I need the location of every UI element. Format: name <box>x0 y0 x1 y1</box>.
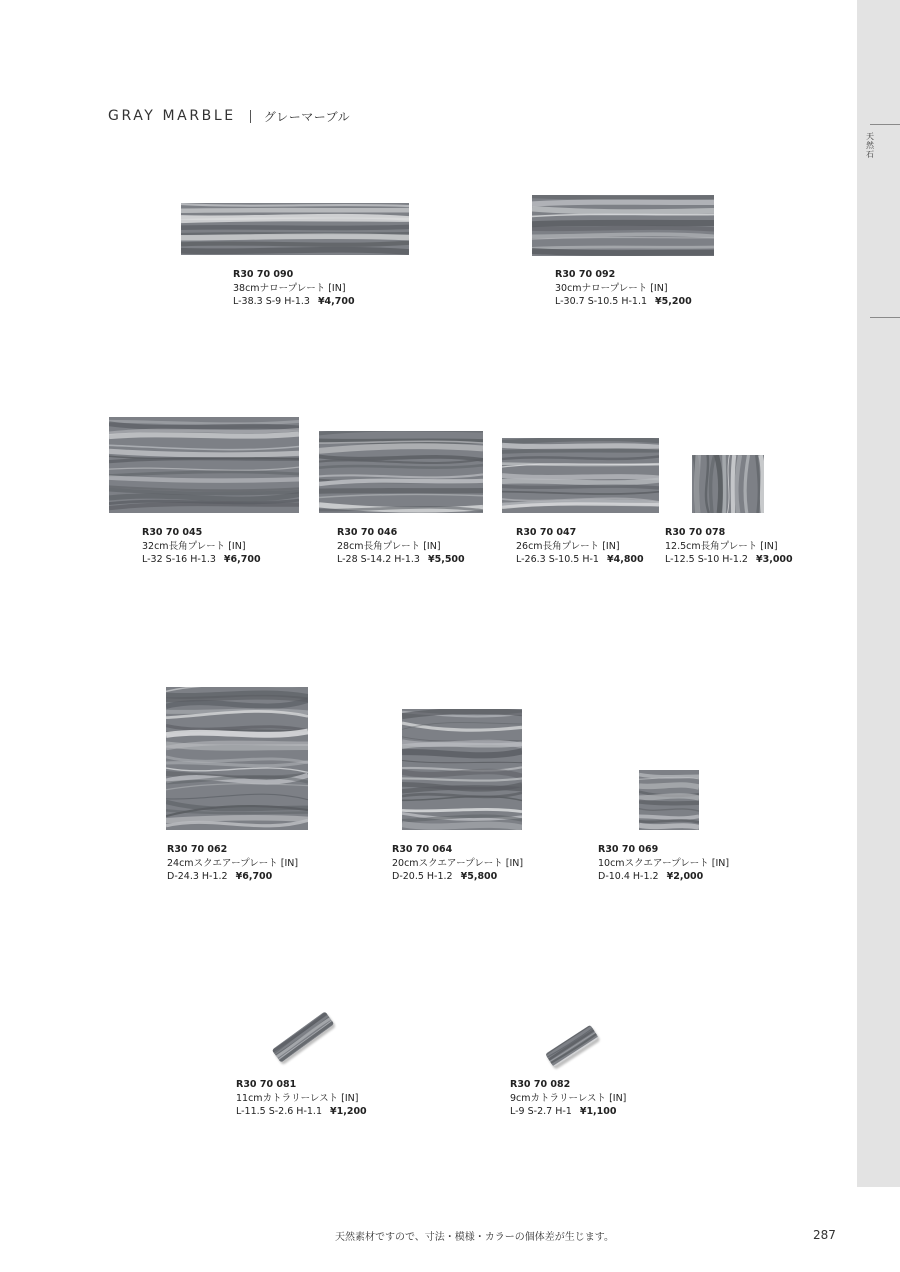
product-spec: L-12.5 S-10 H-1.2 <box>665 554 748 565</box>
product-price: ¥1,100 <box>579 1106 617 1117</box>
marble-texture <box>319 431 483 513</box>
marble-vein <box>639 816 699 818</box>
product-caption <box>233 268 355 309</box>
marble-vein <box>181 204 409 206</box>
marble-vein <box>502 450 659 451</box>
product-image-narrow-plate-38 <box>181 203 409 255</box>
product-spec: L-28 S-14.2 H-1.3 <box>337 554 420 565</box>
title-divider <box>250 110 251 123</box>
marble-vein <box>733 455 734 513</box>
product-code: R30 70 064 <box>392 844 453 855</box>
product-code: R30 70 081 <box>236 1079 297 1090</box>
marble-vein <box>181 243 409 245</box>
product-caption <box>665 526 793 567</box>
marble-vein <box>166 697 308 700</box>
marble-vein <box>402 809 522 811</box>
product-code: R30 70 069 <box>598 844 659 855</box>
marble-vein <box>532 209 714 212</box>
marble-texture <box>181 203 409 255</box>
product-caption <box>167 843 298 884</box>
marble-vein <box>502 486 659 488</box>
marble-vein <box>639 785 699 787</box>
product-image-cutlery-rest-11 <box>272 1011 335 1063</box>
marble-vein <box>166 731 308 735</box>
product-name: 11cmカトラリーレスト [IN] <box>236 1092 359 1104</box>
marble-vein <box>502 445 659 447</box>
marble-vein <box>532 251 714 253</box>
product-image-rect-plate-32 <box>109 417 299 513</box>
marble-vein <box>181 250 409 252</box>
product-name: 20cmスクエアープレート [IN] <box>392 857 524 869</box>
side-tab-label: 天然石 <box>866 132 874 159</box>
side-index-tab <box>857 0 900 1187</box>
page-title-english: GRAY MARBLE <box>108 108 236 124</box>
marble-vein <box>639 801 699 803</box>
marble-texture <box>502 438 659 513</box>
marble-vein <box>639 825 699 827</box>
marble-vein <box>724 455 725 513</box>
page-title-japanese: グレーマーブル <box>263 109 351 124</box>
product-price: ¥2,000 <box>666 871 704 882</box>
product-code: R30 70 047 <box>516 527 577 538</box>
marble-vein <box>532 247 714 248</box>
product-name: 28cm長角プレート [IN] <box>337 540 441 552</box>
page-title <box>108 106 350 126</box>
marble-vein <box>502 476 659 478</box>
product-image-narrow-plate-30 <box>532 195 714 256</box>
product-price: ¥4,800 <box>606 554 644 565</box>
marble-vein <box>532 234 714 236</box>
product-price: ¥1,200 <box>330 1106 367 1117</box>
marble-vein <box>532 223 714 224</box>
product-price: ¥5,500 <box>427 554 465 565</box>
marble-vein <box>181 210 409 211</box>
marble-texture <box>166 687 308 830</box>
product-image-square-plate-24 <box>166 687 308 830</box>
marble-vein <box>502 480 659 483</box>
product-name: 32cm長角プレート [IN] <box>142 540 246 552</box>
product-spec: D-10.4 H-1.2 <box>598 871 659 882</box>
product-spec: L-32 S-16 H-1.3 <box>142 554 216 565</box>
product-caption <box>337 526 465 567</box>
side-tab-rule-top <box>870 124 900 125</box>
marble-vein <box>402 744 522 747</box>
product-name: 9cmカトラリーレスト [IN] <box>510 1092 627 1104</box>
product-caption <box>510 1078 626 1119</box>
product-name: 24cmスクエアープレート [IN] <box>167 857 299 869</box>
product-name: 30cmナロープレート [IN] <box>555 282 668 294</box>
page-number: 287 <box>813 1228 836 1242</box>
product-image-cutlery-rest-9 <box>545 1025 599 1068</box>
product-spec: L-30.7 S-10.5 H-1.1 <box>555 296 648 307</box>
product-image-rect-plate-12-5 <box>692 455 764 513</box>
marble-vein <box>639 820 699 822</box>
marble-vein <box>402 751 522 755</box>
product-price: ¥5,200 <box>655 296 692 307</box>
marble-vein <box>697 455 699 513</box>
product-price: ¥5,800 <box>460 871 498 882</box>
marble-texture <box>109 417 299 513</box>
marble-texture <box>692 455 764 513</box>
marble-vein <box>109 434 299 437</box>
side-tab-rule-bottom <box>870 317 900 318</box>
marble-vein <box>639 796 699 798</box>
product-image-rect-plate-28 <box>319 431 483 513</box>
product-caption <box>236 1078 367 1119</box>
product-name: 10cmスクエアープレート [IN] <box>598 857 730 869</box>
marble-texture <box>272 1011 335 1063</box>
product-spec: L-9 S-2.7 H-1 <box>510 1106 572 1117</box>
product-code: R30 70 092 <box>555 269 616 280</box>
marble-vein <box>277 1018 331 1057</box>
product-price: ¥6,700 <box>235 871 273 882</box>
product-code: R30 70 062 <box>167 844 228 855</box>
marble-vein <box>181 219 409 221</box>
product-code: R30 70 078 <box>665 527 726 538</box>
product-name: 12.5cm長角プレート [IN] <box>665 540 778 552</box>
product-image-square-plate-20 <box>402 709 522 830</box>
product-name: 26cm長角プレート [IN] <box>516 540 620 552</box>
product-price: ¥4,700 <box>317 296 355 307</box>
product-code: R30 70 082 <box>510 1079 571 1090</box>
product-spec: L-26.3 S-10.5 H-1 <box>516 554 599 565</box>
marble-vein <box>760 455 762 513</box>
product-caption <box>142 526 261 567</box>
marble-vein <box>402 824 522 828</box>
marble-texture <box>532 195 714 256</box>
product-code: R30 70 045 <box>142 527 203 538</box>
product-caption <box>555 268 692 309</box>
marble-texture <box>402 709 522 830</box>
product-image-rect-plate-26 <box>502 438 659 513</box>
product-caption <box>598 843 729 884</box>
product-spec: D-24.3 H-1.2 <box>167 871 228 882</box>
product-price: ¥6,700 <box>223 554 261 565</box>
product-code: R30 70 046 <box>337 527 398 538</box>
product-spec: D-20.5 H-1.2 <box>392 871 453 882</box>
product-spec: L-38.3 S-9 H-1.3 <box>233 296 310 307</box>
marble-texture <box>545 1025 599 1068</box>
marble-vein <box>166 818 308 821</box>
marble-vein <box>181 227 409 228</box>
product-name: 38cmナロープレート [IN] <box>233 282 346 294</box>
marble-vein <box>532 202 714 204</box>
marble-vein <box>181 236 409 238</box>
marble-vein <box>532 196 714 198</box>
product-caption <box>516 526 644 567</box>
product-code: R30 70 090 <box>233 269 294 280</box>
product-caption <box>392 843 523 884</box>
product-spec: L-11.5 S-2.6 H-1.1 <box>236 1106 322 1117</box>
product-image-square-plate-10 <box>639 770 699 830</box>
marble-vein <box>532 228 714 230</box>
marble-texture <box>639 770 699 830</box>
product-price: ¥3,000 <box>755 554 793 565</box>
footer-note: 天然素材ですので、寸法・模様・カラーの個体差が生じます。 <box>335 1232 614 1243</box>
